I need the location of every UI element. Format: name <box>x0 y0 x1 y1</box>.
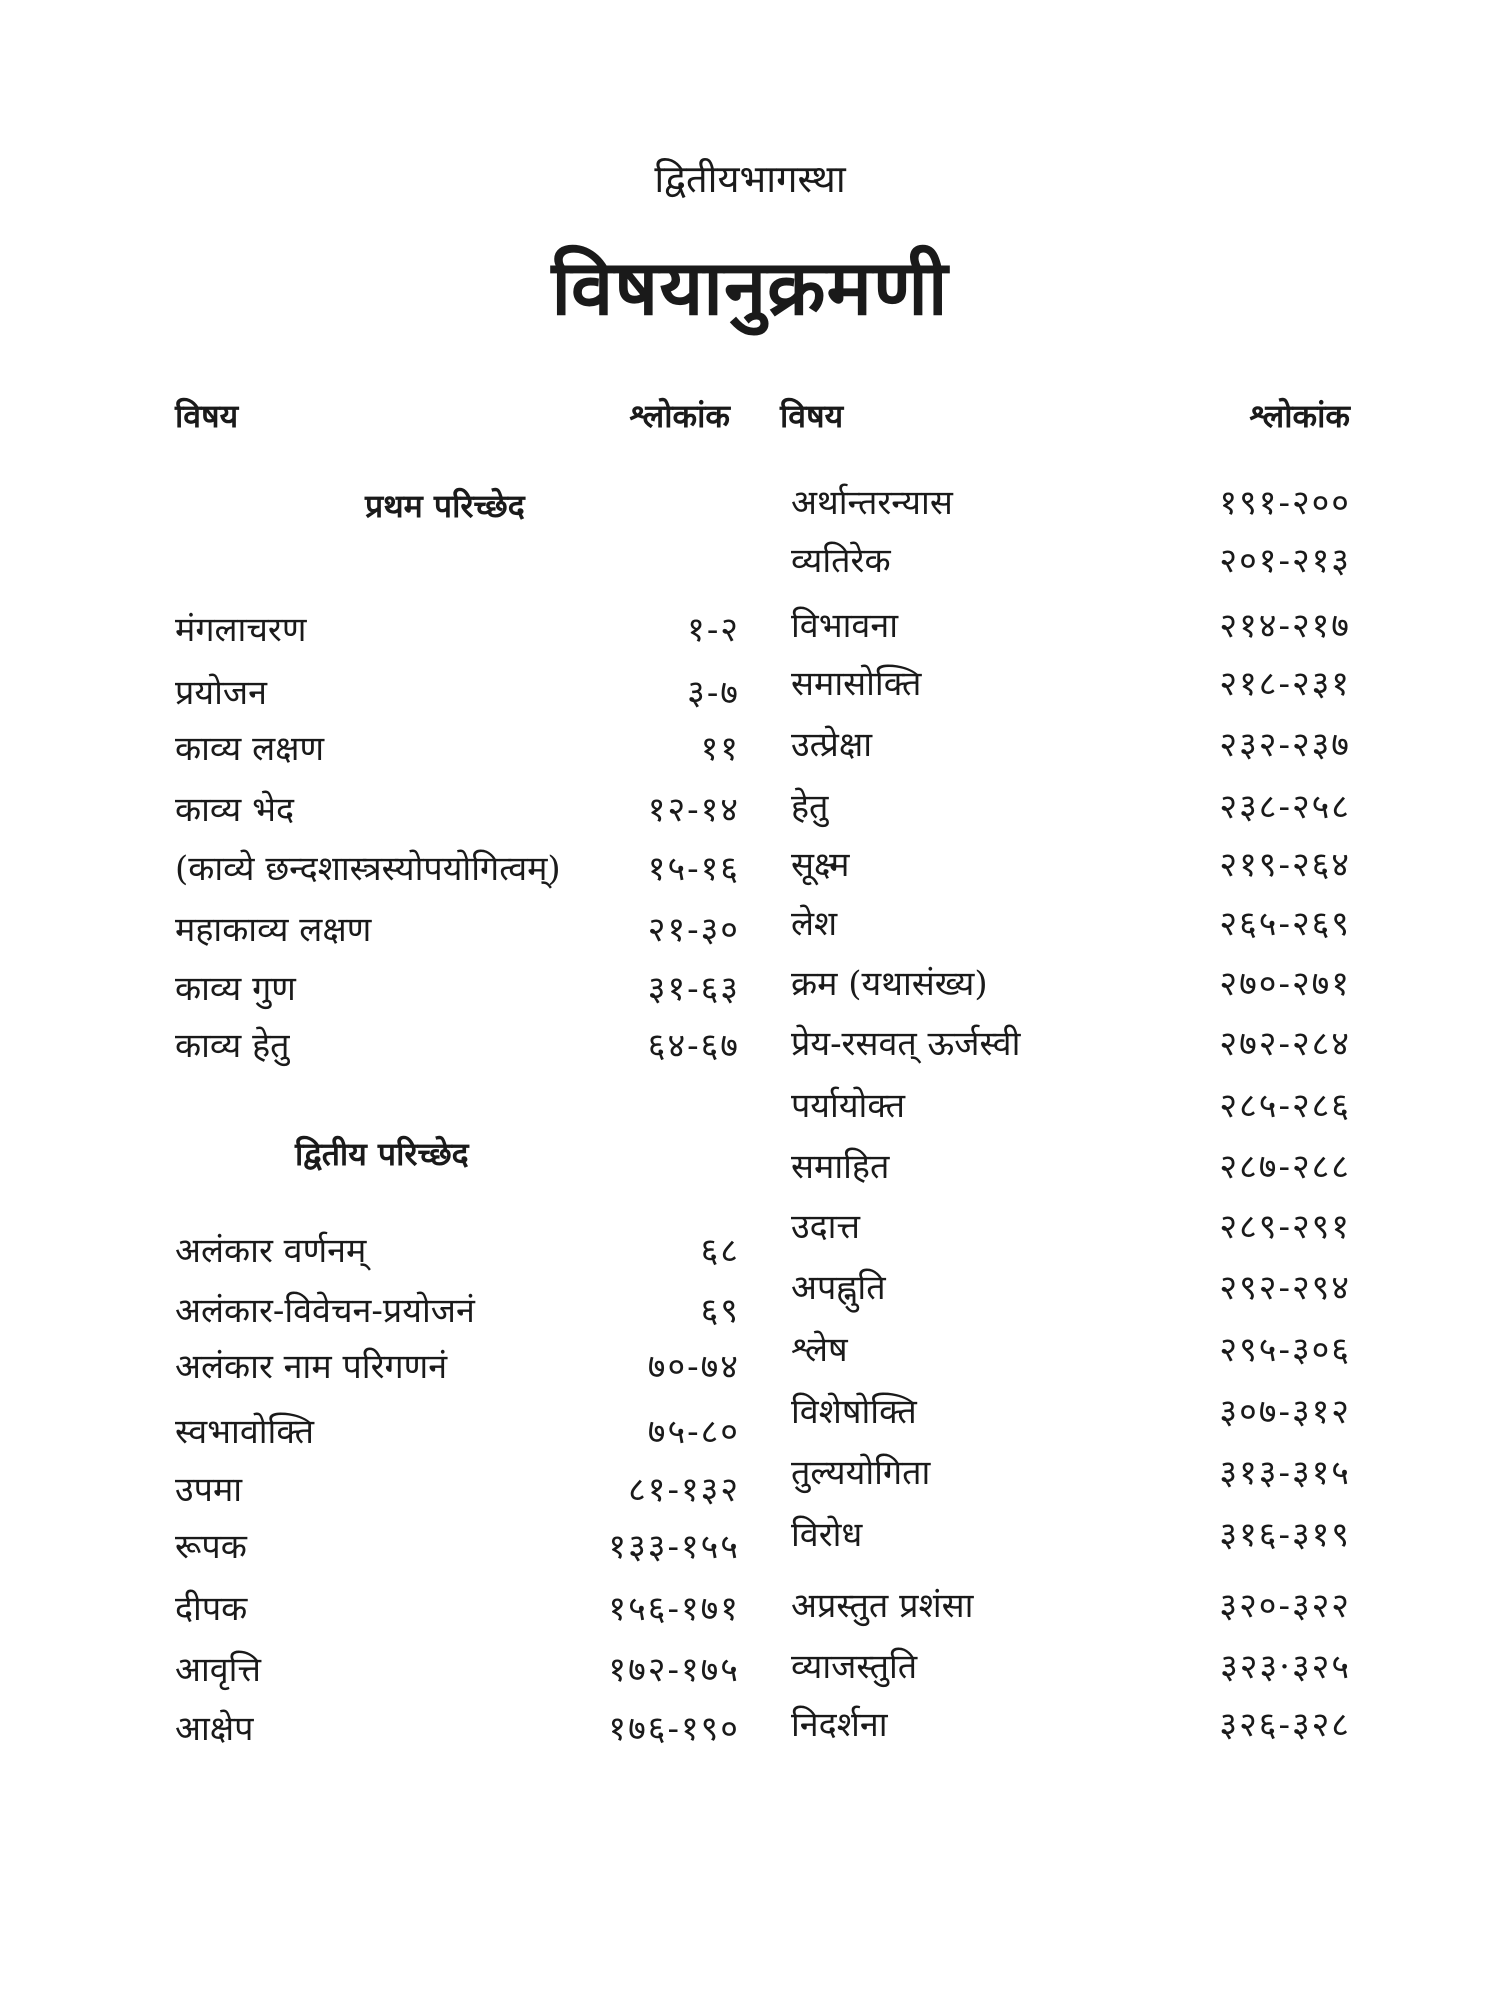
entry-subject: अप्रस्तुत प्रशंसा <box>791 1586 974 1626</box>
entry-subject: अलंकार नाम परिगणनं <box>175 1347 448 1387</box>
entry-subject: निदर्शना <box>791 1705 888 1745</box>
entry-subject: लेश <box>791 904 838 944</box>
entry-verses: २०१-२१३ <box>1219 541 1351 581</box>
entry-verses: ३-७ <box>687 673 740 713</box>
entry-verses: ६४-६७ <box>647 1026 740 1066</box>
entry-verses: २६५-२६९ <box>1219 904 1351 944</box>
entry-verses: २१८-२३१ <box>1219 664 1351 704</box>
header-left-subject: विषय <box>175 397 239 435</box>
entry-subject: रूपक <box>175 1527 247 1567</box>
entry-verses: ३१३-३१५ <box>1219 1453 1351 1493</box>
entry-subject: हेतु <box>791 787 829 827</box>
entry-verses: ७०-७४ <box>647 1347 740 1387</box>
entry-verses: २८५-२८६ <box>1219 1086 1351 1126</box>
entry-verses: २८९-२९१ <box>1219 1207 1351 1247</box>
entry-verses: ६८ <box>700 1231 740 1271</box>
entry-verses: १५६-१७१ <box>608 1589 740 1629</box>
entry-verses: १-२ <box>687 610 740 650</box>
entry-subject: श्लेष <box>791 1330 848 1370</box>
page-title: विषयानुक्रमणी <box>551 243 949 332</box>
entry-subject: समासोक्ति <box>791 664 922 704</box>
entry-verses: ३२३·३२५ <box>1220 1647 1351 1687</box>
entry-subject: महाकाव्य लक्षण <box>175 910 372 950</box>
entry-verses: १७६-१९० <box>608 1709 740 1749</box>
entry-subject: आवृत्ति <box>175 1650 261 1690</box>
entry-subject: (काव्ये छन्दशास्त्रस्योपयोगित्वम्) <box>175 849 561 889</box>
entry-subject: उत्प्रेक्षा <box>791 725 873 765</box>
entry-subject: प्रेय-रसवत् ऊर्जस्वी <box>791 1024 1021 1064</box>
page-subtitle: द्वितीयभागस्था <box>654 157 846 201</box>
entry-subject: उदात्त <box>791 1207 860 1247</box>
entry-subject: काव्य लक्षण <box>175 729 325 769</box>
entry-verses: १७२-१७५ <box>608 1650 740 1690</box>
entry-subject: प्रयोजन <box>175 673 267 713</box>
entry-subject: व्यतिरेक <box>791 541 891 581</box>
entry-subject: उपमा <box>175 1470 243 1510</box>
entry-verses: ३१६-३१९ <box>1219 1515 1351 1555</box>
entry-subject: अलंकार वर्णनम् <box>175 1231 367 1271</box>
entry-subject: काव्य गुण <box>175 969 296 1009</box>
entry-subject: आक्षेप <box>175 1709 254 1749</box>
header-left-verse: श्लोकांक <box>629 397 730 435</box>
entry-subject: पर्यायोक्त <box>791 1086 905 1126</box>
entry-verses: ११ <box>700 729 740 769</box>
entry-verses: ३२६-३२८ <box>1219 1705 1351 1745</box>
entry-verses: ३१-६३ <box>647 969 740 1009</box>
header-right-subject: विषय <box>780 397 844 435</box>
entry-subject: काव्य भेद <box>175 790 295 830</box>
entry-verses: ७५-८० <box>647 1412 740 1452</box>
entry-subject: व्याजस्तुति <box>791 1647 918 1687</box>
entry-subject: दीपक <box>175 1589 248 1629</box>
entry-verses: ८१-१३२ <box>628 1470 740 1510</box>
entry-subject: विशेषोक्ति <box>791 1392 917 1432</box>
entry-verses: ३०७-३१२ <box>1219 1392 1351 1432</box>
entry-verses: १३३-१५५ <box>608 1527 740 1567</box>
entry-verses: २७२-२८४ <box>1219 1024 1351 1064</box>
entry-verses: २८७-२८८ <box>1219 1147 1351 1187</box>
entry-subject: समाहित <box>791 1147 890 1187</box>
entry-verses: २३८-२५८ <box>1219 787 1351 827</box>
entry-verses: ६९ <box>700 1291 740 1331</box>
entry-subject: विरोध <box>791 1515 863 1555</box>
section-heading-2: द्वितीय परिच्छेद <box>295 1135 469 1173</box>
header-right-verse: श्लोकांक <box>1249 397 1350 435</box>
entry-subject: अपह्नुति <box>791 1268 886 1308</box>
entry-subject: सूक्ष्म <box>791 845 850 885</box>
entry-verses: १९१-२०० <box>1219 483 1351 523</box>
entry-subject: तुल्ययोगिता <box>791 1453 931 1493</box>
entry-subject: अर्थान्तरन्यास <box>791 483 953 523</box>
entry-subject: अलंकार-विवेचन-प्रयोजनं <box>175 1291 475 1331</box>
entry-verses: २१९-२६४ <box>1219 845 1351 885</box>
entry-verses: ३२०-३२२ <box>1219 1586 1351 1626</box>
entry-verses: २७०-२७१ <box>1219 964 1351 1004</box>
entry-verses: १५-१६ <box>647 849 740 889</box>
entry-verses: २३२-२३७ <box>1219 725 1351 765</box>
entry-subject: स्वभावोक्ति <box>175 1412 314 1452</box>
entry-subject: क्रम (यथासंख्य) <box>791 964 988 1004</box>
entry-subject: मंगलाचरण <box>175 610 307 650</box>
section-heading-1: प्रथम परिच्छेद <box>365 487 525 525</box>
entry-verses: २९२-२९४ <box>1219 1268 1351 1308</box>
entry-verses: २१४-२१७ <box>1219 606 1351 646</box>
entry-subject: काव्य हेतु <box>175 1026 290 1066</box>
entry-subject: विभावना <box>791 606 898 646</box>
entry-verses: २९५-३०६ <box>1219 1330 1351 1370</box>
entry-verses: १२-१४ <box>647 790 740 830</box>
entry-verses: २१-३० <box>647 910 740 950</box>
